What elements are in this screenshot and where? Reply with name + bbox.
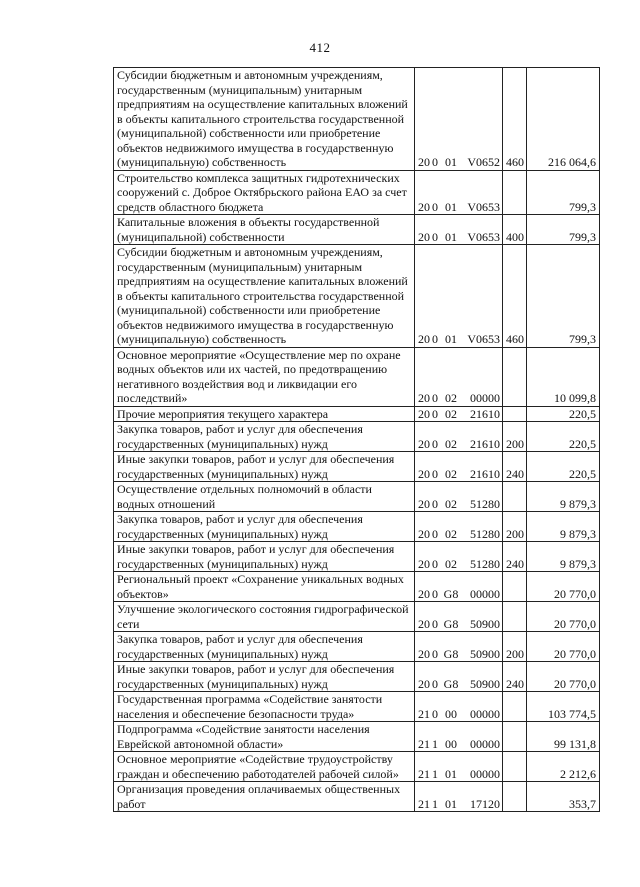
code-program: 20 [418,155,430,169]
table-row [114,245,600,348]
row-code [415,68,503,171]
row-name: Иные закупки товаров, работ и услуг для обеспечения государственных (муниципальных) нужд [114,662,415,692]
code-subprogram: 0 [432,155,438,169]
row-amount: 9 879,3 [527,512,600,542]
table-row [114,482,600,512]
code-program: 20 [418,332,430,346]
row-amount: 9 879,3 [527,542,600,572]
row-code [415,422,503,452]
row-code [415,692,503,722]
code-program: 20 [418,229,430,244]
row-name: Строительство комплекса защитных гидротехнических сооружений с. Доброе Октябрьского района ЕАО за счет средств областного бюджета [114,170,415,215]
code-activity: 01 [445,766,457,781]
code-program: 20 [418,586,430,601]
row-amount: 799,3 [527,215,600,245]
table-row [114,170,600,215]
row-name: Организация проведения оплачиваемых общественных работ [114,782,415,812]
row-code [415,170,503,215]
code-program: 20 [418,496,430,511]
row-name: Закупка товаров, работ и услуг для обеспечения государственных (муниципальных) нужд [114,632,415,662]
code-subprogram: 0 [432,616,438,631]
row-expense-type [503,572,527,602]
code-program: 20 [418,556,430,571]
code-subprogram: 0 [432,229,438,244]
row-amount: 799,3 [527,170,600,215]
row-expense-type [503,406,527,422]
row-name: Осуществление отдельных полномочий в области водных отношений [114,482,415,512]
row-expense-type: 240 [503,452,527,482]
row-name: Региональный проект «Сохранение уникальных водных объектов» [114,572,415,602]
code-program: 21 [418,706,430,721]
code-direction: 21610 [470,436,500,451]
row-amount: 20 770,0 [527,572,600,602]
row-code [415,572,503,602]
code-direction: 50900 [470,676,500,691]
row-amount: 10 099,8 [527,347,600,406]
row-code [415,406,503,422]
row-expense-type: 200 [503,512,527,542]
row-amount: 216 064,6 [527,68,600,171]
table-row [114,68,600,171]
code-activity: 00 [445,736,457,751]
row-code [415,347,503,406]
table-row [114,692,600,722]
code-subprogram: 0 [432,332,438,346]
code-direction: 50900 [470,646,500,661]
code-subprogram: 0 [432,199,438,214]
row-name: Основное мероприятие «Содействие трудоустройству граждан и обеспечению работодателей рабочей силой» [114,752,415,782]
code-program: 21 [418,766,430,781]
row-name: Капитальные вложения в объекты государственной (муниципальной) собственности [114,215,415,245]
row-expense-type [503,692,527,722]
code-program: 20 [418,466,430,481]
row-name: Иные закупки товаров, работ и услуг для обеспечения государственных (муниципальных) нужд [114,452,415,482]
table-row [114,347,600,406]
row-code [415,782,503,812]
row-code [415,662,503,692]
code-subprogram: 0 [432,406,438,421]
row-amount: 220,5 [527,452,600,482]
code-direction: 00000 [470,766,500,781]
code-direction: V0652 [467,155,500,169]
budget-table [113,67,600,812]
row-code [415,512,503,542]
code-subprogram: 0 [432,676,438,691]
code-program: 20 [418,436,430,451]
code-activity: G8 [443,646,459,661]
code-direction: V0653 [467,229,500,244]
row-amount: 9 879,3 [527,482,600,512]
row-amount: 220,5 [527,422,600,452]
code-direction: V0653 [467,199,500,214]
code-program: 21 [418,796,430,811]
row-code [415,452,503,482]
code-direction: 51280 [470,556,500,571]
row-amount: 20 770,0 [527,662,600,692]
code-activity: 00 [445,706,457,721]
code-program: 20 [418,406,430,421]
row-name: Закупка товаров, работ и услуг для обеспечения государственных (муниципальных) нужд [114,512,415,542]
code-direction: 51280 [470,496,500,511]
code-subprogram: 0 [432,586,438,601]
row-name: Подпрограмма «Содействие занятости населения Еврейской автономной области» [114,722,415,752]
code-activity: 01 [445,796,457,811]
code-direction: 00000 [470,586,500,601]
row-expense-type [503,722,527,752]
row-expense-type [503,170,527,215]
code-activity: 02 [445,391,457,405]
table-row [114,542,600,572]
code-activity: 02 [445,526,457,541]
code-activity: 02 [445,406,457,421]
code-program: 20 [418,646,430,661]
row-amount: 353,7 [527,782,600,812]
code-subprogram: 0 [432,706,438,721]
row-name: Государственная программа «Содействие занятости населения и обеспечение безопасности труда» [114,692,415,722]
code-direction: V0653 [467,332,500,346]
row-expense-type [503,602,527,632]
row-expense-type: 200 [503,632,527,662]
row-expense-type: 460 [503,68,527,171]
code-activity: G8 [443,676,459,691]
table-row [114,452,600,482]
code-activity: 02 [445,556,457,571]
code-subprogram: 0 [432,436,438,451]
code-direction: 00000 [470,706,500,721]
row-name: Основное мероприятие «Осуществление мер по охране водных объектов или их частей, по предотвращению негативного воздействия вод и ликвидации его последствий» [114,347,415,406]
code-program: 20 [418,199,430,214]
row-expense-type: 240 [503,542,527,572]
row-code [415,752,503,782]
code-direction: 21610 [470,406,500,421]
code-activity: 02 [445,436,457,451]
row-code [415,632,503,662]
code-activity: G8 [443,586,459,601]
row-amount: 799,3 [527,245,600,348]
code-subprogram: 0 [432,646,438,661]
code-program: 21 [418,736,430,751]
code-direction: 00000 [470,391,500,405]
code-program: 20 [418,676,430,691]
code-program: 20 [418,526,430,541]
table-row [114,572,600,602]
row-expense-type: 240 [503,662,527,692]
row-code [415,542,503,572]
table-row [114,722,600,752]
code-subprogram: 0 [432,526,438,541]
row-amount: 220,5 [527,406,600,422]
table-row [114,782,600,812]
code-activity: 01 [445,199,457,214]
table-row [114,512,600,542]
row-amount: 20 770,0 [527,602,600,632]
code-direction: 17120 [470,796,500,811]
code-activity: 01 [445,332,457,346]
row-expense-type [503,782,527,812]
code-direction: 51280 [470,526,500,541]
table-row [114,422,600,452]
code-activity: G8 [443,616,459,631]
row-expense-type [503,482,527,512]
code-direction: 50900 [470,616,500,631]
code-direction: 21610 [470,466,500,481]
code-subprogram: 0 [432,556,438,571]
row-amount: 99 131,8 [527,722,600,752]
row-amount: 2 212,6 [527,752,600,782]
code-program: 20 [418,391,430,405]
table-row [114,602,600,632]
row-expense-type: 400 [503,215,527,245]
row-name: Закупка товаров, работ и услуг для обеспечения государственных (муниципальных) нужд [114,422,415,452]
table-row [114,662,600,692]
row-code [415,245,503,348]
code-subprogram: 1 [432,736,438,751]
code-subprogram: 0 [432,496,438,511]
row-name: Иные закупки товаров, работ и услуг для обеспечения государственных (муниципальных) нужд [114,542,415,572]
row-expense-type: 200 [503,422,527,452]
code-program: 20 [418,616,430,631]
row-expense-type [503,752,527,782]
code-activity: 02 [445,496,457,511]
row-name: Прочие мероприятия текущего характера [114,406,415,422]
row-name: Субсидии бюджетным и автономным учреждениям, государственным (муниципальным) унитарным предприятиям на осуществление капитальных вложений в объекты капитального строительства государственной (муниципальной) собственности или приобретение объектов недвижимого имущества в государственную (муниципальную) собственность [114,245,415,348]
code-subprogram: 0 [432,391,438,405]
row-amount: 103 774,5 [527,692,600,722]
row-code [415,215,503,245]
row-amount: 20 770,0 [527,632,600,662]
row-expense-type [503,347,527,406]
table-row [114,632,600,662]
code-direction: 00000 [470,736,500,751]
table-row [114,752,600,782]
row-name: Субсидии бюджетным и автономным учреждениям, государственным (муниципальным) унитарным предприятиям на осуществление капитальных вложений в объекты капитального строительства государственной (муниципальной) собственности или приобретение объектов недвижимого имущества в государственную (муниципальную) собственность [114,68,415,171]
row-expense-type: 460 [503,245,527,348]
row-code [415,482,503,512]
page-number: 412 [309,40,331,55]
code-subprogram: 1 [432,766,438,781]
code-activity: 01 [445,155,457,169]
table-row [114,406,600,422]
row-name: Улучшение экологического состояния гидрографической сети [114,602,415,632]
code-subprogram: 1 [432,796,438,811]
code-activity: 01 [445,229,457,244]
table-row [114,215,600,245]
row-code [415,722,503,752]
row-code [415,602,503,632]
code-activity: 02 [445,466,457,481]
code-subprogram: 0 [432,466,438,481]
